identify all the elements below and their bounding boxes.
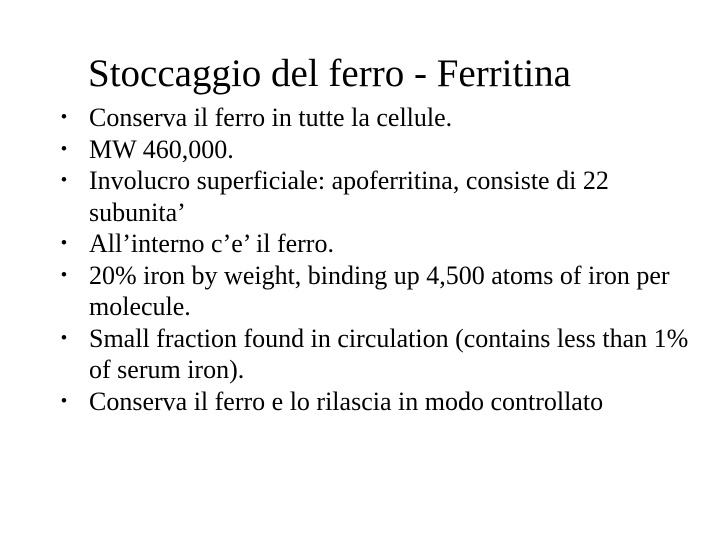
bullet-icon: • [60, 107, 68, 128]
bullet-text: 20% iron by weight, binding up 4,500 atoms of iron per molecule. [89, 260, 670, 321]
bullet-icon: • [60, 264, 68, 286]
bullet-item [57, 228, 697, 260]
bullet-text: MW 460,000. [89, 134, 234, 164]
bullet-item [57, 386, 697, 418]
bullet-item [57, 165, 697, 228]
bullet-icon: • [60, 138, 68, 160]
bullet-text: Conserva il ferro e lo rilascia in modo controllato [89, 386, 604, 416]
bullet-icon: • [60, 170, 68, 191]
bullet-item [57, 102, 697, 134]
slide-title: Stoccaggio del ferro - Ferritina [88, 52, 571, 95]
bullet-text: Involucro superficiale: apoferritina, consiste di 22 subunita’ [89, 166, 609, 227]
bullet-item [57, 134, 697, 166]
bullet-text: All’interno c’e’ il ferro. [89, 229, 334, 258]
bullet-list [57, 102, 697, 417]
bullet-text: Small fraction found in circulation (contains less than 1% of serum iron). [89, 323, 689, 384]
bullet-icon: • [60, 233, 68, 254]
bullet-icon: • [60, 327, 68, 349]
bullet-item [57, 260, 697, 323]
bullet-icon: • [60, 390, 68, 412]
bullet-item [57, 323, 697, 386]
bullet-text: Conserva il ferro in tutte la cellule. [89, 103, 453, 132]
